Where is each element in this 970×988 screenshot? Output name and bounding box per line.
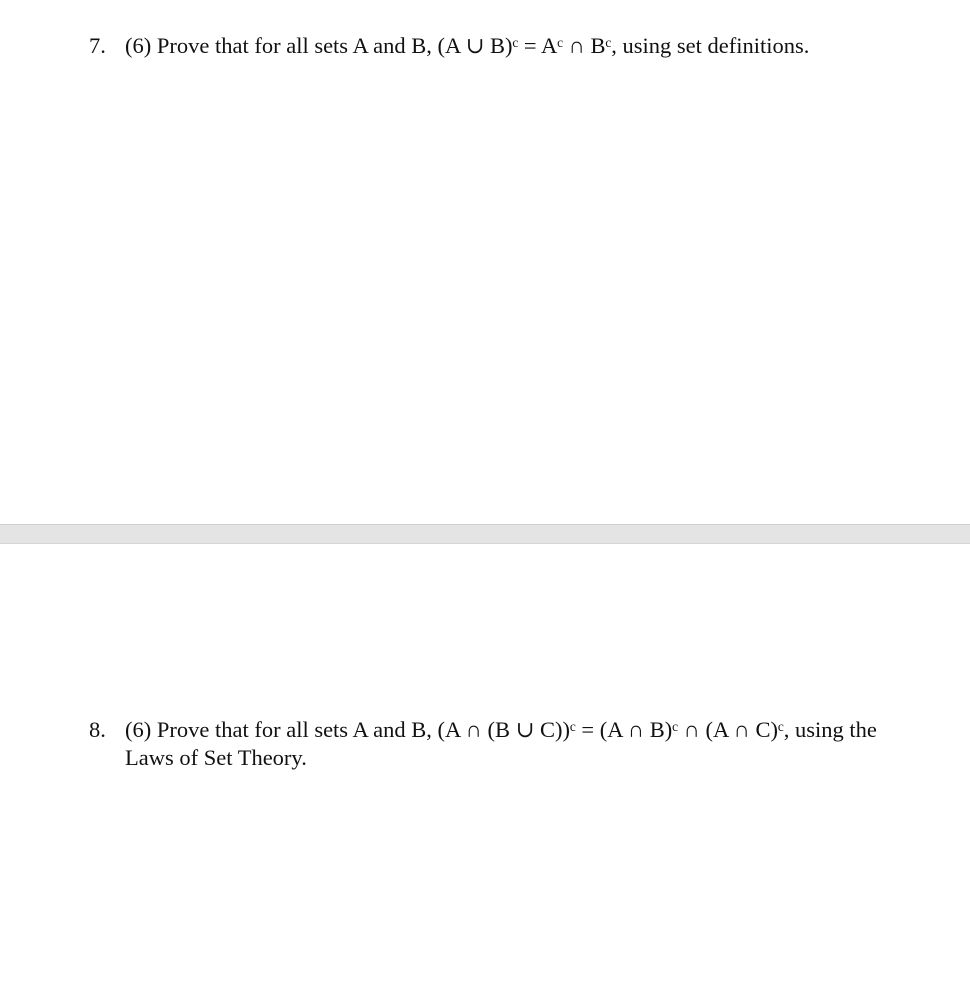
question-7: [89, 32, 910, 60]
question-text: (6) Prove that for all sets A and B, (A ∩ (B ∪ C))ᶜ = (A ∩ B)ᶜ ∩ (A ∩ C)ᶜ, using the Laws of Set Theory.: [125, 717, 877, 770]
question-8: [89, 716, 910, 772]
question-number: 8.: [89, 717, 106, 742]
page-separator: [0, 524, 970, 544]
question-text: (6) Prove that for all sets A and B, (A ∪ B)ᶜ = Aᶜ ∩ Bᶜ, using set definitions.: [125, 33, 810, 58]
question-number: 7.: [89, 33, 106, 58]
